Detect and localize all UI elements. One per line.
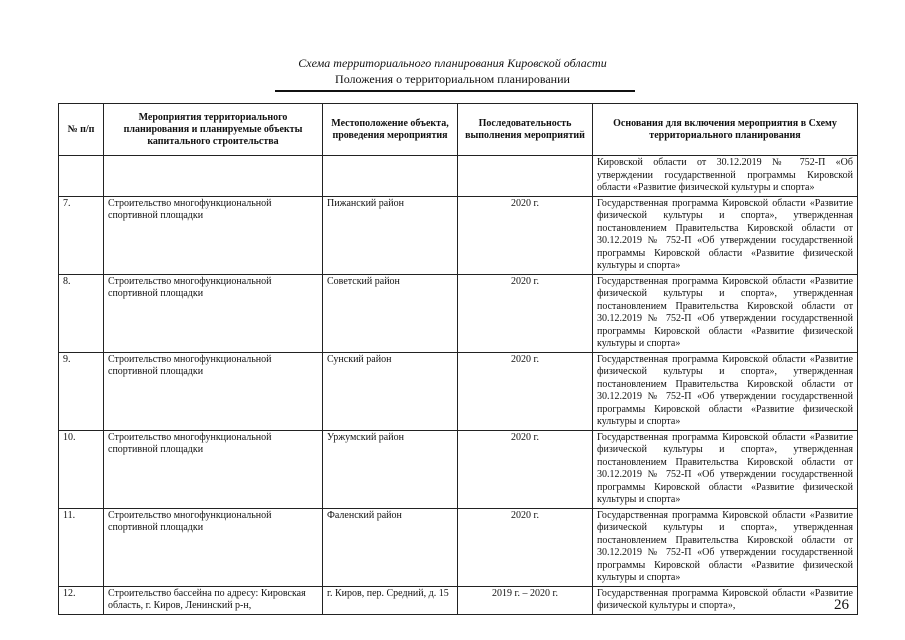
cell-location: Уржумский район [323,430,458,508]
cell-activity: Строительство многофункциональной спортивной площадки [104,508,323,586]
cell-num: 8. [59,274,104,352]
cell-year: 2020 г. [458,508,593,586]
cell-location: г. Киров, пер. Средний, д. 15 [323,586,458,614]
cell-basis: Государственная программа Кировской области «Развитие физической культуры и спорта», [593,586,858,614]
table-row-continuation [59,156,858,197]
cell-activity: Строительство многофункциональной спортивной площадки [104,430,323,508]
table-row [59,508,858,586]
col-header-basis: Основания для включения мероприятия в Схему территориального планирования [593,104,858,156]
cell-activity: Строительство многофункциональной спортивной площадки [104,196,323,274]
cell-year: 2020 г. [458,196,593,274]
cell-num [59,156,104,197]
cell-location: Сунский район [323,352,458,430]
document-title: Схема территориального планирования Кировской области [298,56,607,70]
cell-location [323,156,458,197]
cell-activity: Строительство многофункциональной спортивной площадки [104,274,323,352]
header-divider [275,90,635,92]
cell-basis: Государственная программа Кировской области «Развитие физической культуры и спорта», утвержденная постановлением Правительства Кировской области от 30.12.2019 № 752-П «Об утверждении государственной программы Кировской области «Развитие физической культуры и спорта» [593,274,858,352]
cell-num: 10. [59,430,104,508]
cell-year: 2019 г. – 2020 г. [458,586,593,614]
cell-activity [104,156,323,197]
activities-table [58,103,858,615]
col-header-activity: Мероприятия территориального планирования и планируемые объекты капитального строительства [104,104,323,156]
table-row [59,196,858,274]
cell-location: Советский район [323,274,458,352]
cell-year: 2020 г. [458,430,593,508]
cell-year: 2020 г. [458,274,593,352]
cell-basis: Государственная программа Кировской области «Развитие физической культуры и спорта», утвержденная постановлением Правительства Кировской области от 30.12.2019 № 752-П «Об утверждении государственной программы Кировской области «Развитие физической культуры и спорта» [593,508,858,586]
cell-num: 7. [59,196,104,274]
cell-basis: Государственная программа Кировской области «Развитие физической культуры и спорта», утвержденная постановлением Правительства Кировской области от 30.12.2019 № 752-П «Об утверждении государственной программы Кировской области «Развитие физической культуры и спорта» [593,196,858,274]
cell-activity: Строительство многофункциональной спортивной площадки [104,352,323,430]
col-header-sequence: Последовательность выполнения мероприятий [458,104,593,156]
table-row [59,430,858,508]
col-header-num: № п/п [59,104,104,156]
col-header-location: Местоположение объекта, проведения мероприятия [323,104,458,156]
page-number: 26 [834,597,849,613]
cell-year: 2020 г. [458,352,593,430]
cell-num: 11. [59,508,104,586]
cell-num: 12. [59,586,104,614]
table-row [59,274,858,352]
table-row [59,586,858,614]
cell-year [458,156,593,197]
cell-activity: Строительство бассейна по адресу: Кировская область, г. Киров, Ленинский р-н, [104,586,323,614]
cell-location: Фаленский район [323,508,458,586]
cell-basis: Государственная программа Кировской области «Развитие физической культуры и спорта», утвержденная постановлением Правительства Кировской области от 30.12.2019 № 752-П «Об утверждении государственной программы Кировской области «Развитие физической культуры и спорта» [593,430,858,508]
cell-location: Пижанский район [323,196,458,274]
cell-num: 9. [59,352,104,430]
document-subtitle: Положения о территориальном планировании [335,72,570,86]
table-row [59,352,858,430]
cell-basis: Кировской области от 30.12.2019 № 752-П «Об утверждении государственной программы Кировской области «Развитие физической культуры и спорта» [593,156,858,197]
table-header-row [59,104,858,156]
cell-basis: Государственная программа Кировской области «Развитие физической культуры и спорта», утвержденная постановлением Правительства Кировской области от 30.12.2019 № 752-П «Об утверждении государственной программы Кировской области «Развитие физической культуры и спорта» [593,352,858,430]
